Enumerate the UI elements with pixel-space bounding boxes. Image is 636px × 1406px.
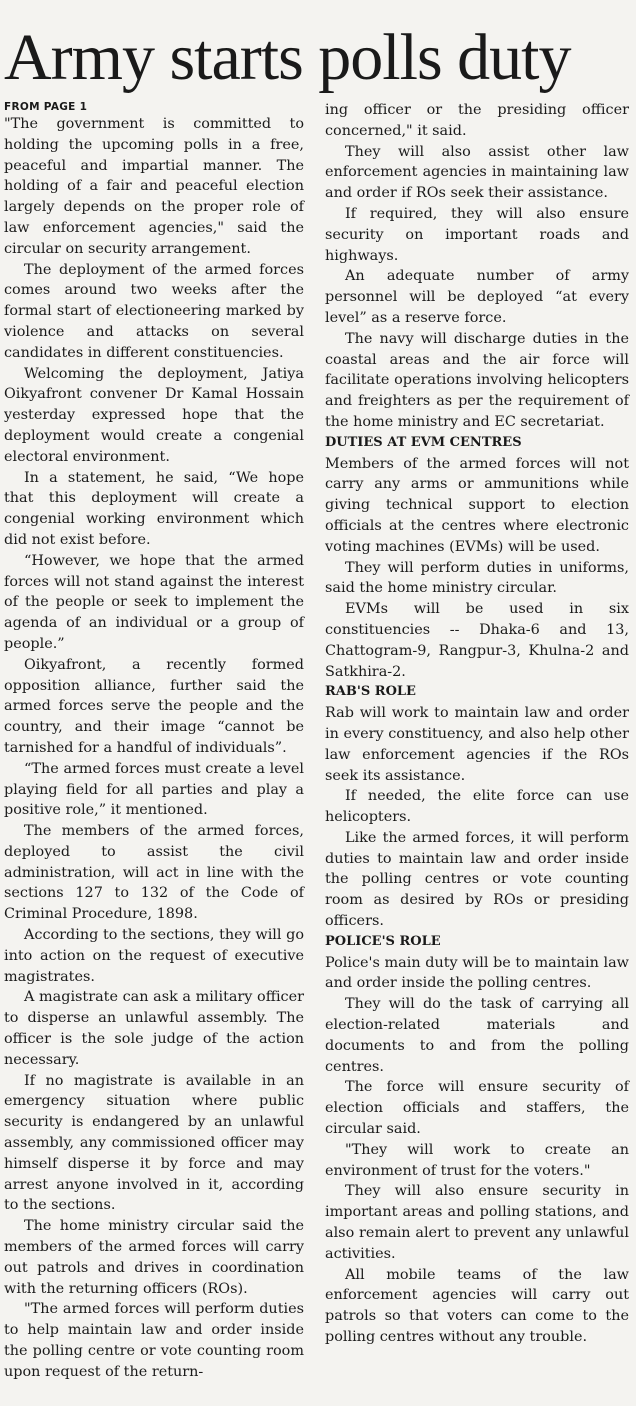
rab-heading: RAB'S ROLE [325,684,416,700]
paragraph-continuation: ing officer or the presiding officer concerned," it said. [325,102,629,139]
paragraph: The home ministry circular said the members of the armed forces will carry out patrols and drives in coordination with the returning officers (ROs). [4,1218,304,1297]
paragraph: Like the armed forces, it will perform duties to maintain law and order inside the polling centres or vote counting room as desired by ROs or presiding officers. [325,829,629,930]
kicker: FROM PAGE 1 [4,101,88,113]
paragraph: The deployment of the armed forces comes around two weeks after the formal start of electioneering marked by violence and attacks on several candidates in different constituencies. [4,261,304,361]
paragraph: “However, we hope that the armed forces will not stand against the interest of the people or seek to implement the agenda of an individual or a group of people.” [4,552,304,652]
paragraph: If required, they will also ensure security on important roads and highways. [325,205,629,264]
paragraph: The members of the armed forces, deployed to assist the civil administration, will act in line with the sections 127 to 132 of the Code of Criminal Procedure, 1898. [4,823,304,923]
paragraph: They will perform duties in uniforms, said the home ministry circular. [325,559,629,597]
paragraph: "They will work to create an environment of trust for the voters." [325,1141,629,1179]
paragraph: Welcoming the deployment, Jatiya Oikyafront convener Dr Kamal Hossain yesterday expressed hope that the deployment would create a congenial electoral environment. [4,365,304,465]
paragraph: They will do the task of carrying all election-related materials and documents to and from the polling centres. [325,996,629,1075]
paragraph: According to the sections, they will go into action on the request of executive magistrates. [4,927,304,985]
paragraph: If needed, the elite force can use helicopters. [325,788,629,826]
paragraph: They will also ensure security in important areas and polling stations, and also remain alert to prevent any unlawful activities. [325,1183,629,1262]
paragraph: Members of the armed forces will not carry any arms or ammunitions while giving technical support to election officials at the centres where electronic voting machines (EVMs) will be used. [325,455,629,555]
evm-heading: DUTIES AT EVM CENTRES [325,434,522,450]
paragraph: "The government is committed to holding the upcoming polls in a free, peaceful and impartial manner. The holding of a fair and peaceful election largely depends on the proper role of law enforcement agencies," said the circular on security arrangement. [4,116,304,257]
paragraph: They will also assist other law enforcement agencies in maintaining law and order if ROs seek their assistance. [325,143,629,202]
paragraph: Rab will work to maintain law and order in every constituency, and also help other law enforcement agencies if the ROs seek its assistance. [325,705,629,784]
paragraph: An adequate number of army personnel will be deployed “at every level” as a reserve force. [325,268,629,326]
paragraph: In a statement, he said, “We hope that this deployment will create a congenial working environment which did not exist before. [4,469,304,548]
paragraph: If no magistrate is available in an emergency situation where public security is endangered by an unlawful assembly, any commissioned officer may himself disperse it by force and may arrest anyone involved in it, according to the sections. [4,1072,304,1214]
left-column [4,100,304,1383]
paragraph: Oikyafront, a recently formed opposition alliance, further said the armed forces serve the people and the country, and their image “cannot be tarnished for a handful of individuals”. [4,656,304,756]
police-heading: POLICE'S ROLE [325,933,441,949]
paragraph: A magistrate can ask a military officer to disperse an unlawful assembly. The officer is the sole judge of the action necessary. [4,989,304,1068]
paragraph: "The armed forces will perform duties to help maintain law and order inside the polling centre or vote counting room upon request of the return- [4,1301,304,1380]
paragraph: Police's main duty will be to maintain law and order inside the polling centres. [325,954,629,992]
paragraph: The navy will discharge duties in the coastal areas and the air force will facilitate operations involving helicopters and freighters as per the requirement of the home ministry and EC secretariat. [325,330,629,430]
headline: Army starts polls duty [4,21,571,94]
paragraph: The force will ensure security of election officials and staffers, the circular said. [325,1079,629,1138]
paragraph: All mobile teams of the law enforcement agencies will carry out patrols so that voters can come to the polling centres without any trouble. [325,1266,629,1346]
right-column [325,100,629,1348]
paragraph: EVMs will be used in six constituencies -- Dhaka-6 and 13, Chattogram-9, Rangpur-3, Khulna-2 and Satkhira-2. [325,601,629,680]
paragraph: “The armed forces must create a level playing field for all parties and play a positive role,” it mentioned. [4,760,304,819]
